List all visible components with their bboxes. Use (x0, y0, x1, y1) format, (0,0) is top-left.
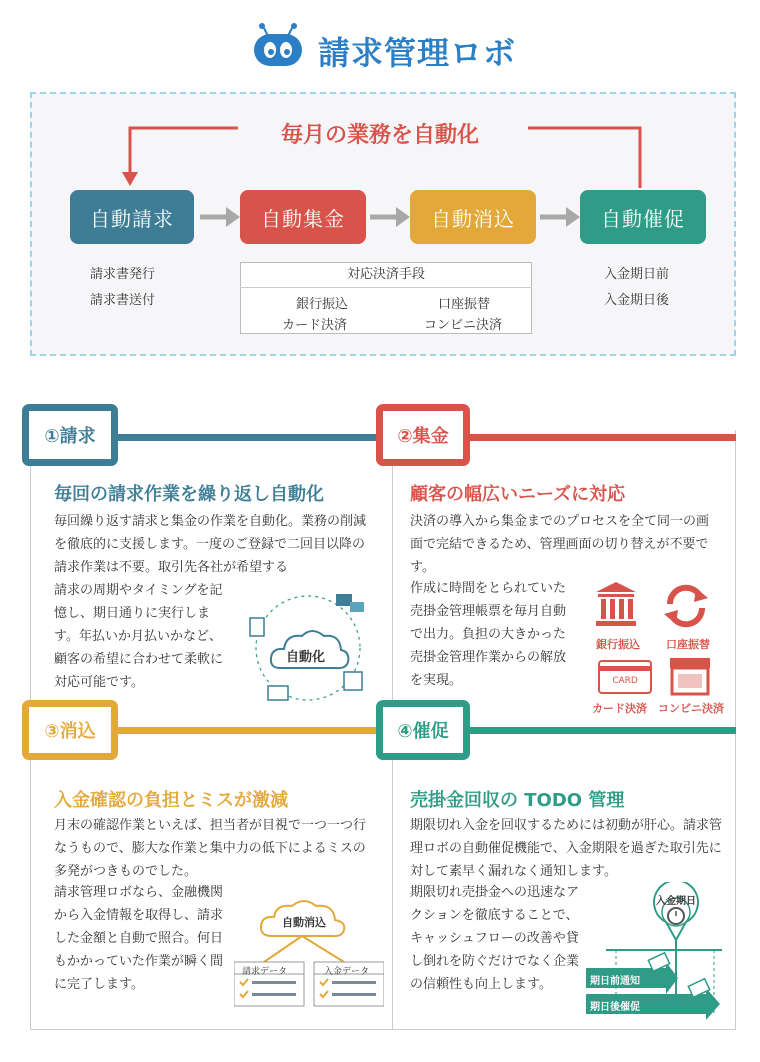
s1-header-line (112, 434, 380, 441)
card-label: カード決済 (592, 702, 647, 715)
transfer-icon (662, 584, 710, 628)
s4-before-label: 期日前通知 (590, 976, 640, 987)
flow-title: 毎月の業務を自動化 (280, 123, 479, 148)
s1-cloud-label: 自動化 (286, 650, 326, 665)
step-auto-reconcile: 自動消込 (410, 190, 536, 244)
s4-text-2: 期限切れ売掛金への迅速なアクションを徹底することで、キャッシュフローの改善や貸し倒れを防ぐだけでなく企業の信頼性も向上します。 (410, 885, 580, 992)
step-auto-remind: 自動催促 (580, 190, 706, 244)
s2-title: 顧客の幅広いニーズに対応 (410, 484, 626, 505)
remind-sub-2: 入金期日後 (604, 293, 670, 308)
payment-methods-title: 対応決済手段 (240, 262, 532, 288)
s1-text-1: 毎回繰り返す請求と集金の作業を自動化。業務の削減を徹底的に支援します。一度のご登録で二回目以降の請求作業は不要。取引先各社が希望する (54, 514, 367, 575)
s4-badge: ④催促 (376, 700, 470, 760)
invoice-sub-2: 請求書送付 (90, 293, 156, 308)
s4-header-line (464, 727, 736, 734)
s1-badge: ①請求 (22, 404, 118, 466)
step-auto-collect: 自動集金 (240, 190, 366, 244)
remind-sub-1: 入金期日前 (604, 267, 670, 282)
s2-text-2: 作成に時間をとられていた売掛金管理帳票を毎月自動で出力。負担の大きかった売掛金管理作業からの解放を実現。 (410, 581, 567, 688)
bank-icon (594, 580, 638, 630)
s3-diagram-top: 自動消込 (282, 916, 326, 929)
transfer-label: 口座振替 (666, 638, 710, 651)
store-icon (668, 656, 712, 696)
s2-text-1: 決済の導入から集金までのプロセスを全て同一の画面で完結できるため、管理画面の切り替えが不要です。 (410, 514, 710, 575)
method-debit: 口座振替 (438, 297, 491, 312)
invoice-sub-1: 請求書発行 (90, 267, 156, 282)
s3-badge: ③消込 (22, 700, 118, 760)
s3-header-line (112, 727, 380, 734)
s4-text-1: 期限切れ入金を回収するためには初動が肝心。請求管理ロボの自動催促機能で、入金期限を過ぎた取引先に対して素早く漏れなく通知します。 (410, 818, 723, 879)
s3-diagram-left: 請求データ (242, 967, 288, 977)
logo-text: 請求管理ロボ (318, 34, 517, 72)
s4-after-label: 期日後催促 (590, 1002, 640, 1013)
s3-diagram-right: 入金データ (324, 967, 370, 977)
store-label: コンビニ決済 (658, 702, 724, 715)
s2-header-line (464, 434, 736, 441)
s3-text-2: 請求管理ロボなら、金融機関から入金情報を取得し、請求した金額と自動で照合。何日もかかっていた作業が瞬く間に完了します。 (54, 885, 224, 992)
method-bank: 銀行振込 (296, 297, 349, 312)
bank-label: 銀行振込 (596, 638, 640, 651)
step-auto-invoice: 自動請求 (70, 190, 194, 244)
s4-pin-label: 入金期日 (656, 896, 696, 907)
s1-text-2: 請求の周期やタイミングを記憶し、期日通りに実行します。年払いか月払いかなど、顧客の希望に合わせて柔軟に対応可能です。 (54, 583, 224, 690)
method-card: カード決済 (282, 318, 348, 333)
method-conbini: コンビニ決済 (424, 318, 503, 333)
s4-title: 売掛金回収の TODO 管理 (410, 790, 625, 811)
s1-title: 毎回の請求作業を繰り返し自動化 (54, 484, 324, 505)
card-icon (598, 660, 652, 694)
s2-badge: ②集金 (376, 404, 470, 466)
s3-text-1: 月末の確認作業といえば、担当者が目視で一つ一つ行なうもので、膨大な作業と集中力の低下によるミスの多発がつきものでした。 (54, 818, 367, 879)
s3-title: 入金確認の負担とミスが激減 (54, 790, 288, 811)
s3-reconcile-diagram (234, 890, 384, 1010)
card-icon-text: CARD (612, 676, 638, 686)
